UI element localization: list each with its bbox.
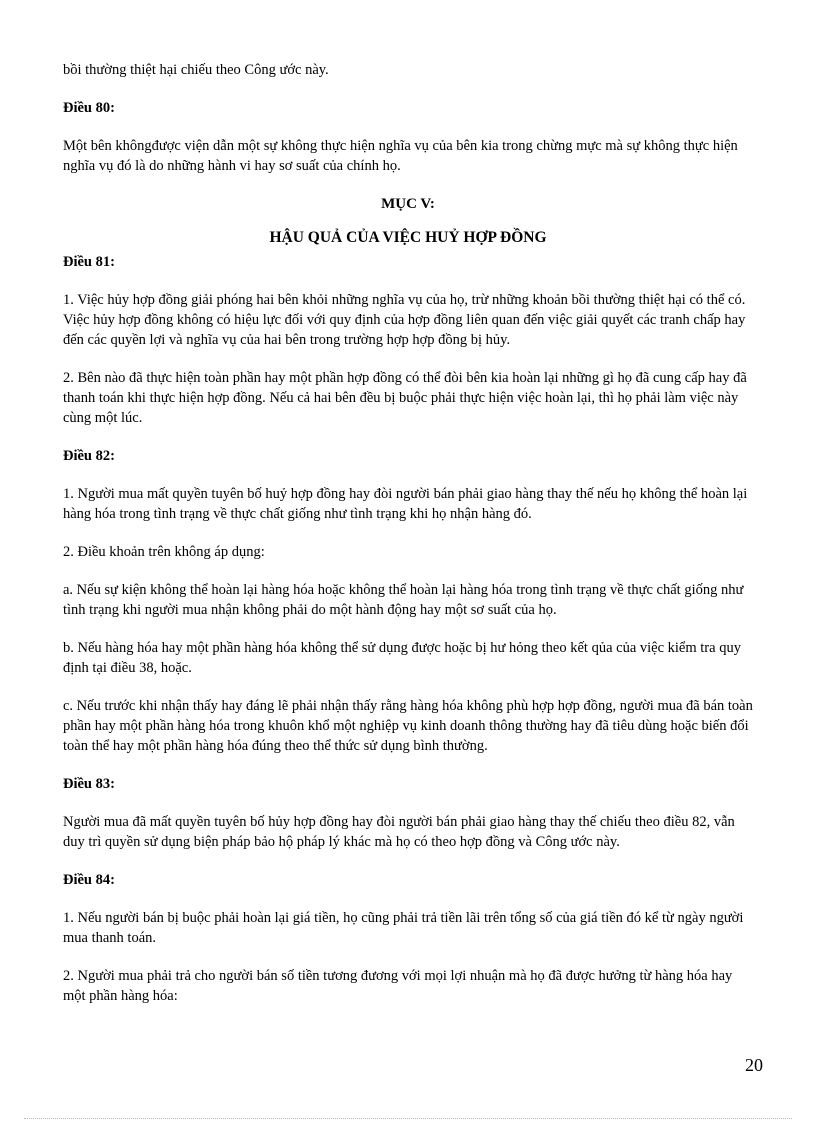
page-number: 20 [745, 1055, 763, 1075]
paragraph: 1. Việc hủy hợp đồng giải phóng hai bên khỏi những nghĩa vụ của họ, trừ những khoản bồi thường thiệt hại có thể có. Việc hủy hợp đồng không có hiệu lực đối với quy định của hợp đồng liên quan đến việc giải quyết các tranh chấp hay đến các quyền lợi và nghĩa vụ của hai bên trong trường hợp hợp đồng bị hủy. [63, 292, 746, 348]
document-body [63, 60, 753, 1024]
article-heading-83: Điều 83: [63, 776, 115, 792]
paragraph: 1. Nếu người bán bị buộc phải hoàn lại giá tiền, họ cũng phải trả tiền lãi trên tổng số của giá tiền đó kể từ ngày người mua thanh toán. [63, 910, 744, 946]
paragraph: a. Nếu sự kiện không thể hoàn lại hàng hóa hoặc không thể hoàn lại hàng hóa trong tình trạng về thực chất giống như tình trạng khi người mua nhận không phải do một hành động hay một sơ suất của họ. [63, 582, 744, 618]
paragraph: c. Nếu trước khi nhận thấy hay đáng lẽ phải nhận thấy rằng hàng hóa không phù hợp hợp đồng, người mua đã bán toàn phần hay một phần hàng hóa trong khuôn khổ một nghiệp vụ kinh doanh thông thường hay đã tiêu dùng hoặc biến đổi toàn thể hay một phần hàng hóa đúng theo thể thức sử dụng bình thường. [63, 698, 753, 754]
paragraph: bồi thường thiệt hại chiếu theo Công ước này. [63, 62, 329, 78]
paragraph: 2. Điều khoản trên không áp dụng: [63, 544, 265, 560]
paragraph: 1. Người mua mất quyền tuyên bố huỷ hợp đồng hay đòi người bán phải giao hàng thay thế nếu họ không thể hoàn lại hàng hóa trong tình trạng về thực chất giống như tình trạng khi họ nhận hàng đó. [63, 486, 748, 522]
paragraph: Người mua đã mất quyền tuyên bố hủy hợp đồng hay đòi người bán phải giao hàng thay thế chiếu theo điều 82, vẫn duy trì quyền sử dụng biện pháp bảo hộ pháp lý khác mà họ có theo hợp đồng và Công ước này. [63, 814, 735, 850]
section-title: HẬU QUẢ CỦA VIỆC HUỶ HỢP ĐỒNG [269, 229, 547, 246]
paragraph: 2. Bên nào đã thực hiện toàn phần hay một phần hợp đồng có thể đòi bên kia hoàn lại những gì họ đã cung cấp hay đã thanh toán khi thực hiện hợp đồng. Nếu cả hai bên đều bị buộc phải thực hiện việc hoàn lại, thì họ phải làm việc này cùng một lúc. [63, 370, 747, 426]
paragraph: b. Nếu hàng hóa hay một phần hàng hóa không thể sử dụng được hoặc bị hư hỏng theo kết qủa của việc kiểm tra quy định tại điều 38, hoặc. [63, 640, 741, 676]
article-heading-81: Điều 81: [63, 254, 115, 270]
article-heading-80: Điều 80: [63, 100, 115, 116]
section-heading: MỤC V: [381, 196, 435, 212]
article-heading-82: Điều 82: [63, 448, 115, 464]
paragraph: 2. Người mua phải trả cho người bán số tiền tương đương với mọi lợi nhuận mà họ đã được hưởng từ hàng hóa hay một phần hàng hóa: [63, 968, 733, 1004]
paragraph: Một bên khôngđược viện dẫn một sự không thực hiện nghĩa vụ của bên kia trong chừng mực mà sự không thực hiện nghĩa vụ đó là do những hành vi hay sơ suất của chính họ. [63, 138, 738, 174]
page-bottom-divider [24, 1118, 792, 1119]
article-heading-84: Điều 84: [63, 872, 115, 888]
